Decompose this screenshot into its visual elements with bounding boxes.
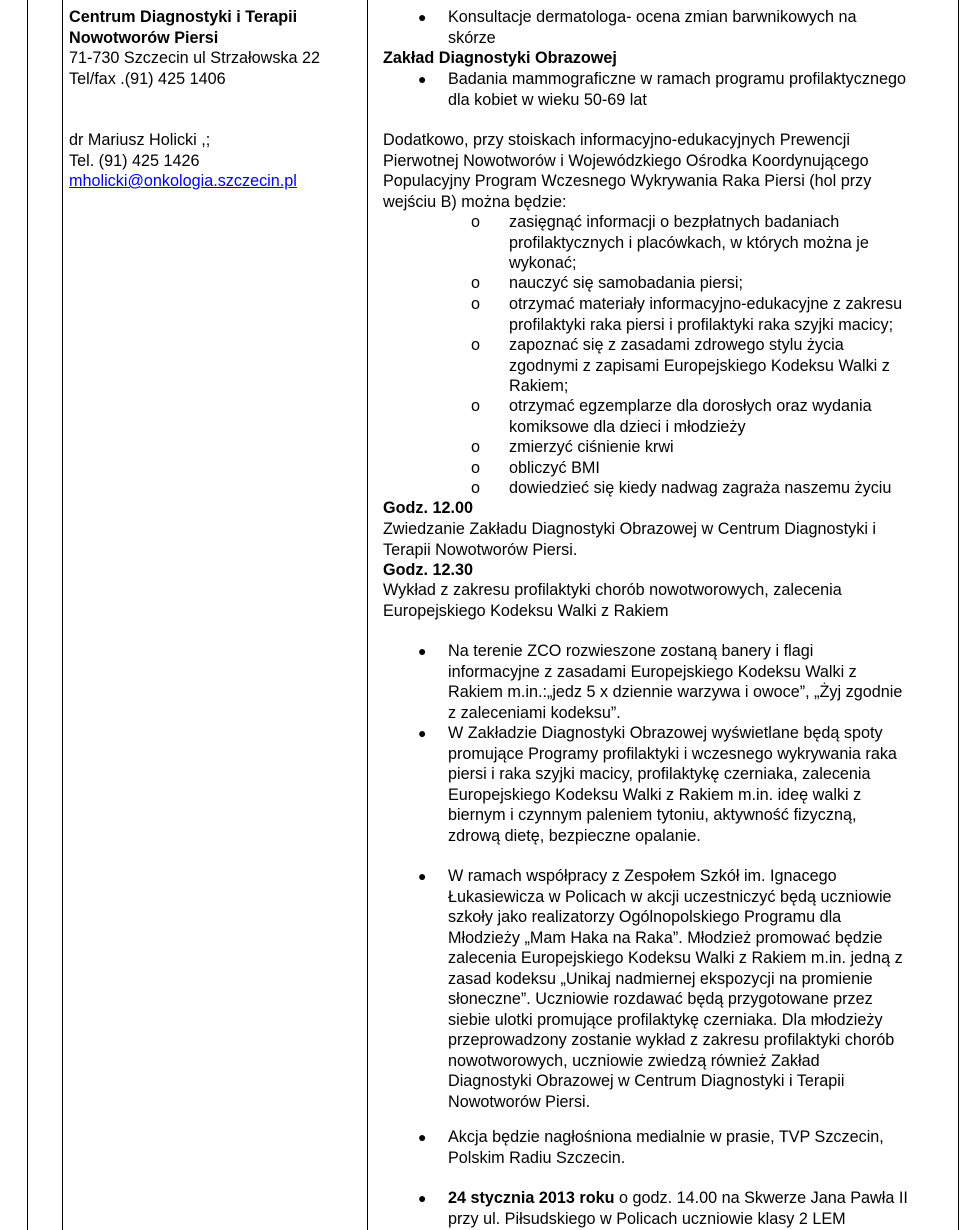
bullet-icon: ● (418, 1190, 427, 1206)
list-item: o nauczyć się samobadania piersi; (471, 274, 743, 292)
table-border-left (27, 0, 28, 1230)
circle-bullet-icon: o (471, 336, 481, 354)
list-item: ● Konsultacje dermatologa- ocena zmian barwnikowych na skórze (418, 8, 857, 47)
list-item: o otrzymać materiały informacyjno-edukacyjne z zakresu profilaktyki raka piersi i profilaktyki raka szyjki macicy; (471, 295, 903, 334)
time-label: Godz. 12.00 (383, 499, 473, 517)
org-name-line2: Nowotworów Piersi (69, 28, 219, 47)
bullet-icon: ● (418, 1129, 427, 1145)
org-name-line1: Centrum Diagnostyki i Terapii (69, 8, 298, 26)
bullet-icon: ● (418, 71, 427, 87)
list-item: ● W ramach współpracy z Zespołem Szkół im. Ignacego Łukasiewicza w Policach w akcji uczestniczyć będą uczniowie szkoły jako realizatorzy Ogólnopolskiego Programu dla Młodzieży „Mam Haka na Raka”. Młodzież promować będzie zalecenia Europejskiego Kodeksu Walki z Rakiem m.in. jedną z zasad kodeksu „Unikaj nadmiernej ekspozycji na promienie słoneczne”. Uczniowie rozdawać będą przygotowane przez siebie ulotki promujące profilaktykę czerniaka. Dla młodzieży przeprowadzony zostanie wykład z zakresu profilaktyki chorób nowotworowych, uczniowie zwiedzą również Zakład Diagnostyki Obrazowej w Centrum Diagnostyki i Terapii Nowotworów Piersi. (418, 867, 903, 1111)
contact-email-link[interactable]: mholicki@onkologia.szczecin.pl (69, 172, 297, 190)
circle-bullet-icon: o (471, 274, 481, 292)
time-label: Godz. 12.30 (383, 561, 473, 579)
section-heading: Zakład Diagnostyki Obrazowej (383, 49, 617, 67)
list-item: o dowiedzieć się kiedy nadwag zagraża naszemu życiu (471, 479, 892, 497)
bullet-icon: ● (418, 643, 427, 659)
bullet-icon: ● (418, 868, 427, 884)
list-item: o zmierzyć ciśnienie krwi (471, 438, 674, 456)
contact-name: dr Mariusz Holicki ,; (69, 131, 211, 149)
table-border-inner (62, 0, 63, 1230)
list-item: ● 24 stycznia 2013 roku o godz. 14.00 na Skwerze Jana Pawła II przy ul. Piłsudskiego w Policach uczniowie klasy 2 LEM (418, 1189, 908, 1228)
circle-bullet-icon: o (471, 295, 481, 313)
bullet-icon: ● (418, 9, 427, 25)
contact-person-block (69, 130, 359, 192)
list-item: o otrzymać egzemplarze dla dorosłych oraz wydania komiksowe dla dzieci i młodzieży (471, 397, 872, 436)
circle-bullet-icon: o (471, 213, 481, 231)
list-item: ● Badania mammograficzne w ramach programu profilaktycznego dla kobiet w wieku 50-69 lat (418, 70, 906, 109)
circle-bullet-icon: o (471, 479, 481, 497)
schedule-item: Wykład z zakresu profilaktyki chorób nowotworowych, zalecenia Europejskiego Kodeksu Walki z Rakiem (383, 581, 842, 620)
circle-bullet-icon: o (471, 397, 481, 415)
table-border-right (958, 0, 959, 1230)
contact-phone: Tel. (91) 425 1426 (69, 151, 200, 170)
list-item: ● W Zakładzie Diagnostyki Obrazowej wyświetlane będą spoty promujące Programy profilaktyki i wczesnego wykrywania raka piersi i raka szyjki macicy, profilaktykę czerniaka, zalecenia Europejskiego Kodeksu Walki z Rakiem m.in. ideę walki z biernym i czynnym paleniem tytoniu, aktywność fizyczną, zdrową dietę, bezpieczne opalanie. (418, 724, 897, 845)
list-item: o zasięgnąć informacji o bezpłatnych badaniach profilaktycznych i placówkach, w których można je wykonać; (471, 213, 869, 272)
list-item: ● Akcja będzie nagłośniona medialnie w prasie, TVP Szczecin, Polskim Radiu Szczecin. (418, 1128, 884, 1167)
table-column-divider (367, 0, 368, 1230)
org-telfax: Tel/fax .(91) 425 1406 (69, 69, 226, 88)
list-item: ● Na terenie ZCO rozwieszone zostaną banery i flagi informacyjne z zasadami Europejskiego Kodeksu Walki z Rakiem m.in.:„jedz 5 x dziennie warzywa i owoce”, „Żyj zgodnie z zaleceniami kodeksu”. (418, 642, 903, 722)
bullet-icon: ● (418, 725, 427, 741)
circle-bullet-icon: o (471, 438, 481, 456)
org-address: 71-730 Szczecin ul Strzałowska 22 (69, 49, 321, 67)
event-details: o godz. 14.00 na Skwerze Jana Pawła II (614, 1189, 908, 1207)
list-item: o obliczyć BMI (471, 459, 600, 477)
list-item: o zapoznać się z zasadami zdrowego stylu życia zgodnymi z zapisami Europejskiego Kodeksu Walki z Rakiem; (471, 336, 890, 395)
organization-block (69, 7, 359, 89)
event-date: 24 stycznia 2013 roku (448, 1189, 615, 1207)
schedule-item: Zwiedzanie Zakładu Diagnostyki Obrazowej w Centrum Diagnostyki i Terapii Nowotworów Piersi. (383, 520, 877, 559)
intro-paragraph: Dodatkowo, przy stoiskach informacyjno-edukacyjnych Prewencji Pierwotnej Nowotworów i Wojewódzkiego Ośrodka Koordynującego Populacyjny Program Wczesnego Wykrywania Raka Piersi (hol przy wejściu B) można będzie: (383, 131, 872, 211)
circle-bullet-icon: o (471, 459, 481, 477)
